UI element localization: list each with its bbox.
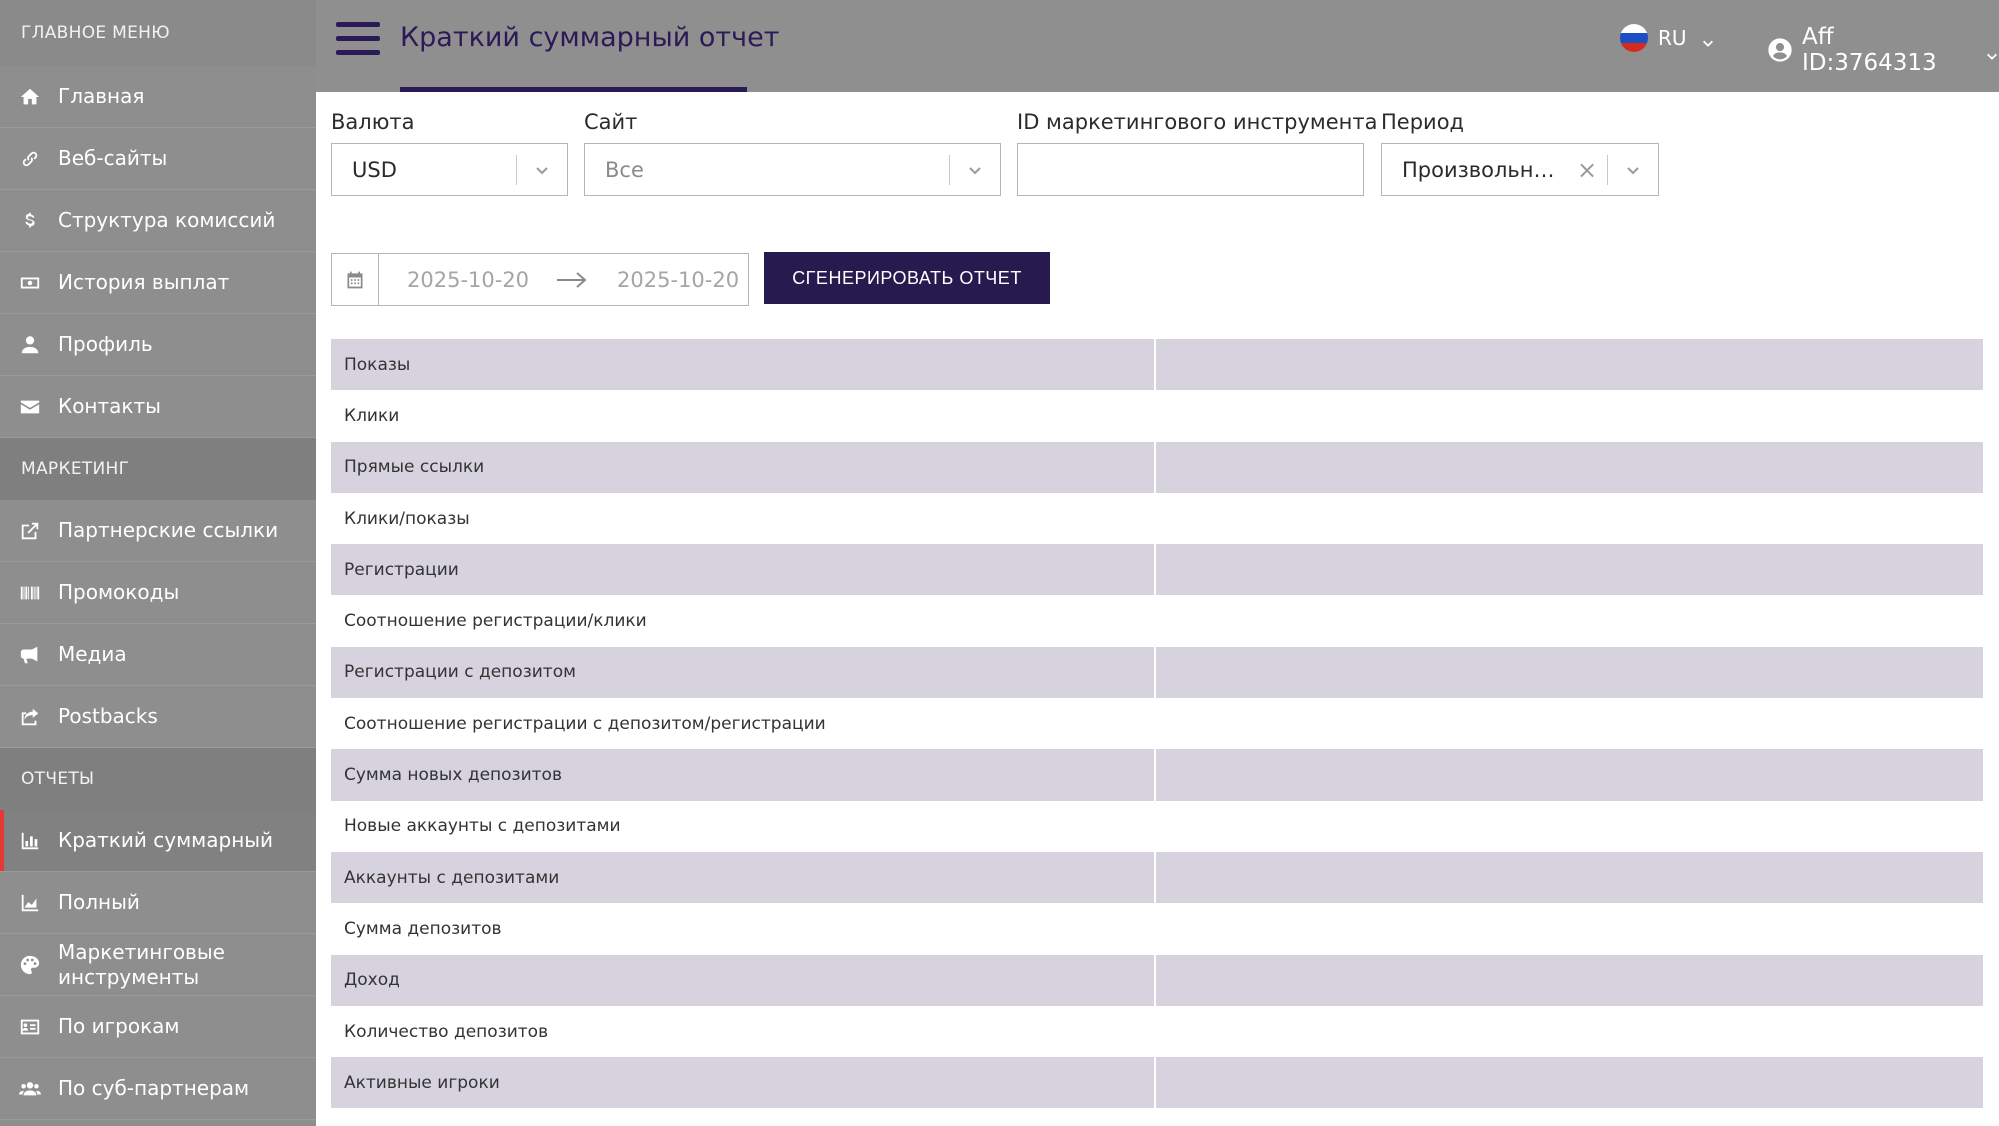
row-label: Клики — [344, 405, 400, 426]
home-icon — [17, 84, 43, 110]
sidebar-item-full[interactable] — [0, 872, 316, 934]
period-select[interactable] — [1381, 143, 1659, 196]
table-row — [331, 647, 1983, 698]
currency-select[interactable] — [331, 143, 568, 196]
row-label: Сумма депозитов — [344, 918, 502, 939]
user-icon — [17, 332, 43, 358]
link-icon — [17, 146, 43, 172]
period-label: Период — [1381, 110, 1465, 134]
row-value — [1156, 647, 1983, 698]
site-select[interactable] — [584, 143, 1001, 196]
row-value — [1156, 749, 1983, 800]
row-value — [1156, 955, 1983, 1006]
row-value — [1156, 339, 1983, 390]
sidebar-item-label: Партнерские ссылки — [58, 518, 279, 542]
sidebar-item-home[interactable] — [0, 66, 316, 128]
sidebar — [0, 0, 316, 1126]
table-row — [331, 595, 1983, 646]
site-label: Сайт — [584, 110, 638, 134]
chevron-down-icon — [517, 162, 567, 178]
user-circle-icon — [1766, 36, 1802, 64]
sidebar-item-payout-history[interactable] — [0, 252, 316, 314]
row-label: Доход — [331, 955, 1156, 1006]
page-title: Краткий суммарный отчет — [400, 22, 780, 53]
sidebar-item-label: Главная — [58, 84, 145, 108]
sidebar-item-label: Полный — [58, 890, 140, 914]
sidebar-item-profile[interactable] — [0, 314, 316, 376]
row-label: Клики/показы — [344, 508, 470, 529]
sidebar-item-promocodes[interactable] — [0, 562, 316, 624]
table-row — [331, 544, 1983, 595]
row-label: Регистрации — [331, 544, 1156, 595]
title-underline — [400, 87, 747, 92]
row-value — [1156, 493, 1983, 544]
table-row — [331, 1057, 1983, 1108]
dollar-icon — [17, 208, 43, 234]
bar-chart-icon — [17, 828, 43, 854]
sidebar-item-media[interactable] — [0, 624, 316, 686]
date-from[interactable]: 2025-10-20 — [407, 267, 530, 292]
sidebar-item-label: Контакты — [58, 394, 161, 418]
share-icon — [17, 704, 43, 730]
megaphone-icon — [17, 642, 43, 668]
row-label: Соотношение регистрации с депозитом/регистрации — [344, 713, 826, 734]
chevron-down-icon — [1701, 31, 1715, 45]
table-row — [331, 493, 1983, 544]
barcode-icon — [17, 580, 43, 606]
row-label: Показы — [331, 339, 1156, 390]
tool-id-input[interactable] — [1017, 143, 1364, 196]
table-row — [331, 698, 1983, 749]
main-menu-header: ГЛАВНОЕ МЕНЮ — [0, 0, 316, 66]
sidebar-item-by-players[interactable] — [0, 996, 316, 1058]
row-label: Регистрации с депозитом — [331, 647, 1156, 698]
date-to[interactable]: 2025-10-20 — [617, 267, 740, 292]
row-value — [1156, 442, 1983, 493]
palette-icon — [17, 952, 43, 978]
clear-icon[interactable]: × — [1576, 155, 1598, 184]
external-link-icon — [17, 518, 43, 544]
row-label: Соотношение регистрации/клики — [344, 611, 647, 632]
table-row — [331, 339, 1983, 390]
row-label: Активные игроки — [331, 1057, 1156, 1108]
reports-header: ОТЧЕТЫ — [0, 748, 316, 810]
calendar-icon[interactable] — [332, 254, 379, 305]
arrow-right-icon — [555, 270, 589, 290]
user-menu[interactable] — [1766, 24, 1999, 76]
generate-report-button[interactable]: СГЕНЕРИРОВАТЬ ОТЧЕТ — [764, 252, 1050, 304]
sidebar-item-affiliate-links[interactable] — [0, 500, 316, 562]
row-value — [1156, 852, 1983, 903]
sidebar-item-label: Маркетинговые инструменты — [58, 939, 225, 989]
russia-flag-icon — [1620, 24, 1648, 52]
table-row — [331, 852, 1983, 903]
row-label: Количество депозитов — [344, 1021, 549, 1042]
language-code: RU — [1658, 26, 1687, 50]
currency-value: USD — [352, 157, 397, 182]
table-row — [331, 801, 1983, 852]
row-value — [1156, 544, 1983, 595]
sidebar-item-label: По суб-партнерам — [58, 1076, 250, 1100]
users-icon — [17, 1076, 43, 1102]
site-value: Все — [605, 157, 644, 182]
money-icon — [17, 270, 43, 296]
sidebar-item-label: Медиа — [58, 642, 127, 666]
report-table — [331, 339, 1983, 1108]
affiliate-id: Aff ID:3764313 — [1802, 24, 1937, 76]
row-value — [1156, 595, 1983, 646]
row-value — [1156, 698, 1983, 749]
sidebar-item-label: Структура комиссий — [58, 208, 276, 232]
row-value — [1156, 1006, 1983, 1057]
row-value — [1156, 1057, 1983, 1108]
currency-label: Валюта — [331, 110, 415, 134]
sidebar-item-label: История выплат — [58, 270, 230, 294]
sidebar-item-websites[interactable] — [0, 128, 316, 190]
language-selector[interactable] — [1620, 24, 1715, 52]
date-range-picker[interactable] — [331, 253, 749, 306]
tool-id-label: ID маркетингового инструмента — [1017, 110, 1378, 134]
row-label: Сумма новых депозитов — [331, 749, 1156, 800]
sidebar-item-short-summary[interactable] — [0, 810, 316, 872]
sidebar-item-postbacks[interactable] — [0, 686, 316, 748]
sidebar-item-contacts[interactable] — [0, 376, 316, 438]
row-label: Аккаунты с депозитами — [331, 852, 1156, 903]
table-row — [331, 955, 1983, 1006]
area-chart-icon — [17, 890, 43, 916]
sidebar-item-label: Промокоды — [58, 580, 180, 604]
table-row — [331, 749, 1983, 800]
sidebar-item-marketing-tools[interactable] — [0, 934, 316, 996]
sidebar-item-by-subpartners[interactable] — [0, 1058, 316, 1120]
row-label: Новые аккаунты с депозитами — [344, 816, 621, 837]
table-row — [331, 903, 1983, 954]
row-label: Прямые ссылки — [331, 442, 1156, 493]
row-value — [1156, 903, 1983, 954]
period-value: Произвольн… — [1402, 157, 1555, 182]
chevron-down-icon — [1608, 162, 1658, 178]
sidebar-item-label: Краткий суммарный — [58, 828, 274, 852]
sidebar-item-commission[interactable] — [0, 190, 316, 252]
sidebar-item-label: По игрокам — [58, 1014, 180, 1038]
row-value — [1156, 801, 1983, 852]
chevron-down-icon — [950, 162, 1000, 178]
chevron-down-icon — [1985, 43, 1999, 57]
marketing-header: МАРКЕТИНГ — [0, 438, 316, 500]
top-bar — [316, 0, 1999, 92]
sidebar-item-label: Postbacks — [58, 704, 158, 728]
menu-icon[interactable] — [336, 22, 380, 58]
envelope-icon — [17, 394, 43, 420]
sidebar-item-label: Профиль — [58, 332, 153, 356]
table-row — [331, 1006, 1983, 1057]
id-card-icon — [17, 1014, 43, 1040]
table-row — [331, 390, 1983, 441]
row-value — [1156, 390, 1983, 441]
table-row — [331, 442, 1983, 493]
sidebar-item-label: Веб-сайты — [58, 146, 168, 170]
